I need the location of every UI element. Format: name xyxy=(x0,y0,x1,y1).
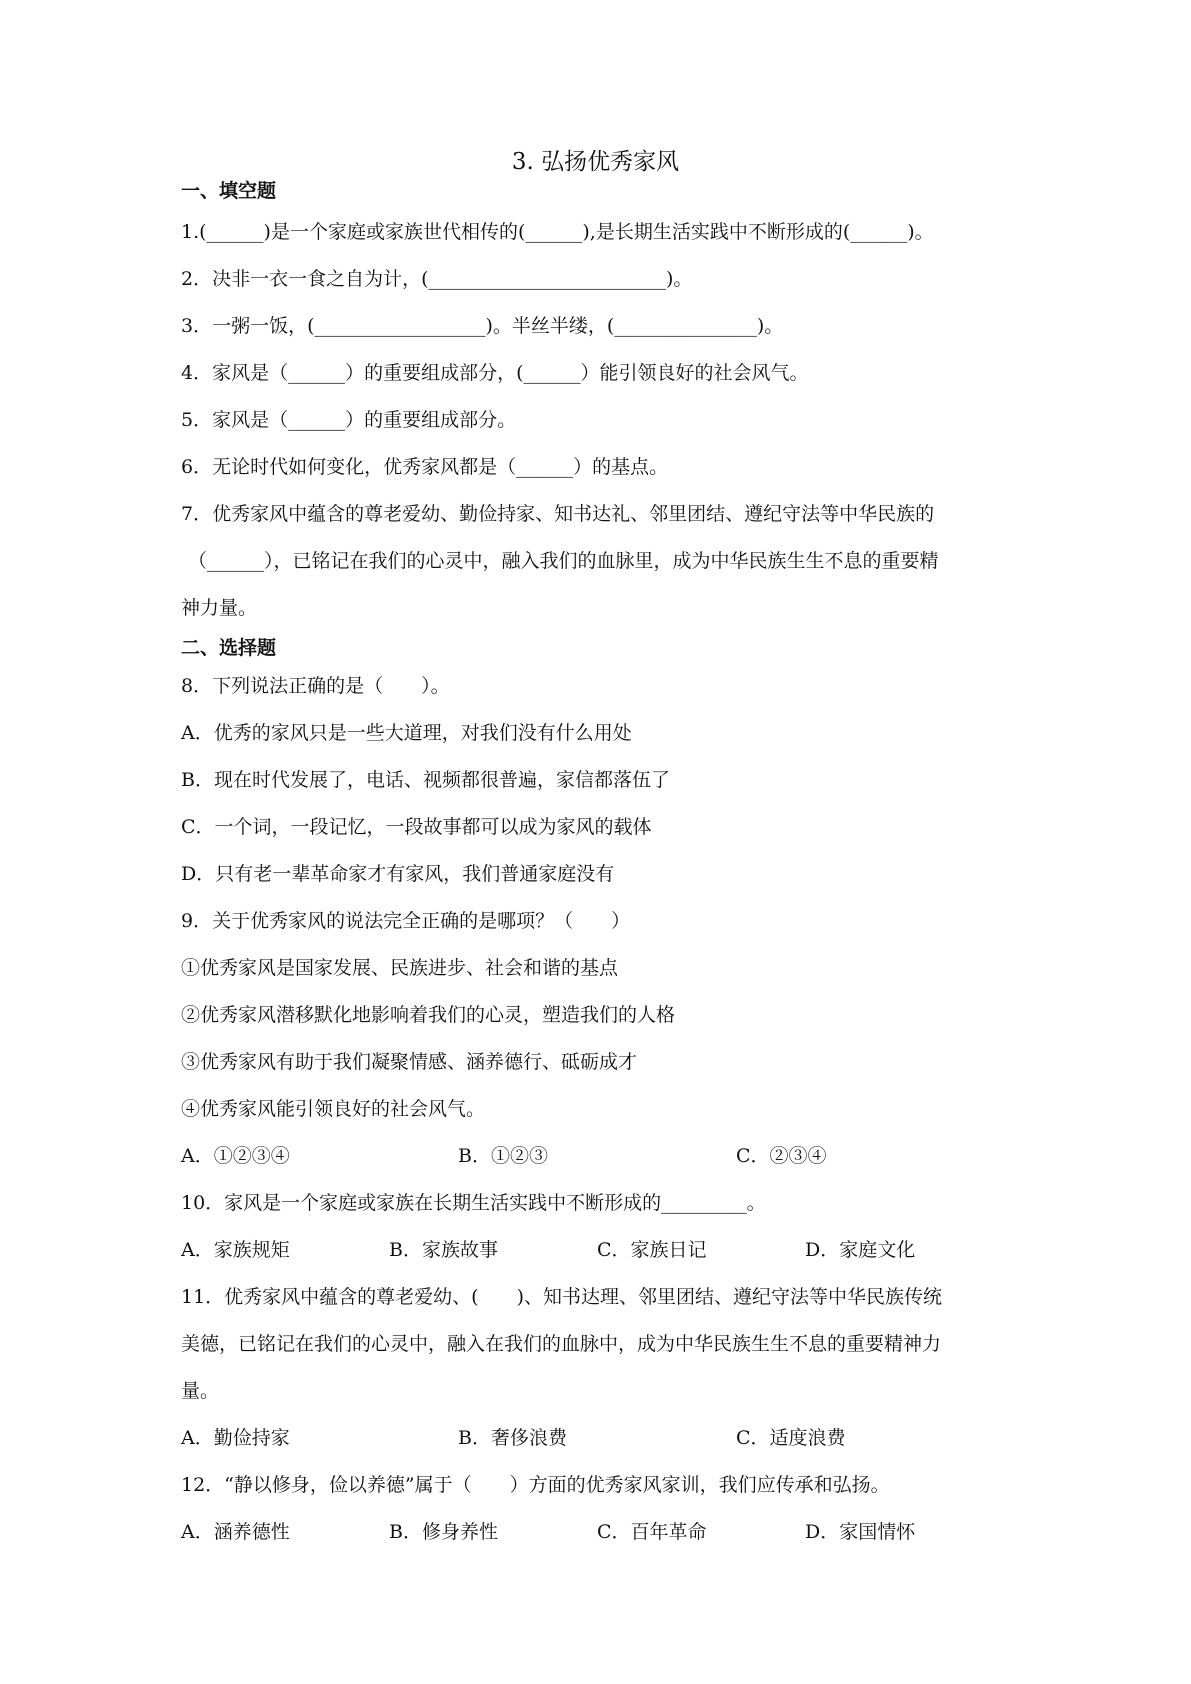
question-9-option-a: A．①②③④ xyxy=(181,1145,290,1167)
question-6: 6．无论时代如何变化，优秀家风都是（______）的基点。 xyxy=(181,456,669,478)
question-7-line-1: 7．优秀家风中蕴含的尊老爱幼、勤俭持家、知书达礼、邻里团结、遵纪守法等中华民族的 xyxy=(181,503,935,525)
question-10-option-d: D．家庭文化 xyxy=(805,1239,916,1261)
question-11-option-a: A．勤俭持家 xyxy=(181,1427,290,1449)
question-11-option-c: C．适度浪费 xyxy=(736,1427,846,1449)
section-heading-fill-in: 一、填空题 xyxy=(181,180,277,202)
question-8-option-a: A．优秀的家风只是一些大道理，对我们没有什么用处 xyxy=(181,722,632,744)
page-title: 3. 弘扬优秀家风 xyxy=(511,149,680,175)
question-12-option-b: B．修身养性 xyxy=(389,1521,498,1543)
question-9-option-c: C．②③④ xyxy=(736,1145,827,1167)
question-12: 12．“静以修身，俭以养德”属于（ ）方面的优秀家风家训，我们应传承和弘扬。 xyxy=(181,1474,890,1496)
question-5: 5．家风是（______）的重要组成部分。 xyxy=(181,409,517,431)
question-10-option-c: C．家族日记 xyxy=(597,1239,707,1261)
question-7-line-3: 神力量。 xyxy=(181,597,258,619)
question-1: 1.(______)是一个家庭或家族世代相传的(______),是长期生活实践中不断形成的(______)。 xyxy=(181,221,934,243)
question-12-option-d: D．家国情怀 xyxy=(805,1521,916,1543)
question-3: 3．一粥一饭，(__________________)。半丝半缕，(_______________)。 xyxy=(181,315,784,337)
question-10-option-a: A．家族规矩 xyxy=(181,1239,290,1261)
question-12-option-a: A．涵养德性 xyxy=(181,1521,290,1543)
question-9: 9．关于优秀家风的说法完全正确的是哪项？（ ） xyxy=(181,910,631,932)
question-9-statement-2: ②优秀家风潜移默化地影响着我们的心灵，塑造我们的人格 xyxy=(181,1004,676,1026)
question-8-option-b: B．现在时代发展了，电话、视频都很普遍，家信都落伍了 xyxy=(181,769,670,791)
question-11-line-1: 11．优秀家风中蕴含的尊老爱幼、( )、知书达理、邻里团结、遵纪守法等中华民族传统 xyxy=(181,1286,943,1308)
question-8-option-d: D．只有老一辈革命家才有家风，我们普通家庭没有 xyxy=(181,863,615,885)
question-10-option-b: B．家族故事 xyxy=(389,1239,498,1261)
question-8-option-c: C．一个词，一段记忆，一段故事都可以成为家风的载体 xyxy=(181,816,652,838)
question-11-line-3: 量。 xyxy=(181,1380,220,1402)
question-8: 8．下列说法正确的是（ ）。 xyxy=(181,675,450,697)
question-11-line-2: 美德，已铭记在我们的心灵中，融入在我们的血脉中，成为中华民族生生不息的重要精神力 xyxy=(181,1333,942,1355)
question-11-option-b: B．奢侈浪费 xyxy=(458,1427,567,1449)
section-heading-choice: 二、选择题 xyxy=(181,637,277,659)
question-9-statement-3: ③优秀家风有助于我们凝聚情感、涵养德行、砥砺成才 xyxy=(181,1051,638,1073)
question-9-statement-4: ④优秀家风能引领良好的社会风气。 xyxy=(181,1098,486,1120)
question-4: 4．家风是（______）的重要组成部分，(______）能引领良好的社会风气。 xyxy=(181,362,809,384)
question-7-line-2: （______），已铭记在我们的心灵中，融入我们的血脉里，成为中华民族生生不息的重要精 xyxy=(188,550,939,572)
question-9-statement-1: ①优秀家风是国家发展、民族进步、社会和谐的基点 xyxy=(181,957,619,979)
question-12-option-c: C．百年革命 xyxy=(597,1521,707,1543)
question-10: 10．家风是一个家庭或家族在长期生活实践中不断形成的_________。 xyxy=(181,1192,766,1214)
question-2: 2．决非一衣一食之自为计，(_________________________)。 xyxy=(181,268,693,290)
question-9-option-b: B．①②③ xyxy=(458,1145,548,1167)
